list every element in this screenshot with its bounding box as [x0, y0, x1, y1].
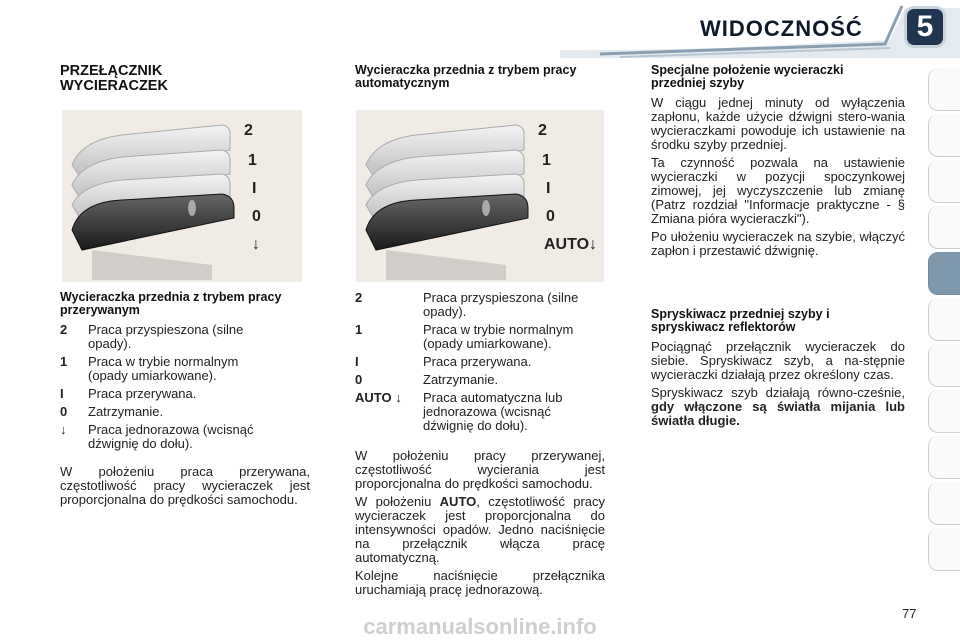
side-tab-active[interactable]: [928, 252, 960, 295]
wiper-stalk-illustration: [62, 110, 302, 282]
position-label-0: 0: [546, 208, 555, 225]
wiper-stalk-auto-figure: [356, 110, 604, 282]
section-heading: PRZEŁĄCZNIK WYCIERACZEK: [60, 63, 168, 94]
chapter-title: WIDOCZNOŚĆ: [700, 16, 863, 41]
side-tab[interactable]: [928, 206, 960, 249]
side-tab[interactable]: [928, 344, 960, 387]
position-label-1: 1: [248, 152, 257, 169]
position-label-2: 2: [244, 122, 253, 139]
column-2-text: [355, 291, 605, 597]
side-tab[interactable]: [928, 482, 960, 525]
list-item: 0 Zatrzymanie.: [60, 404, 164, 419]
column-2: [355, 64, 605, 90]
side-tab[interactable]: [928, 436, 960, 479]
list-item: I Praca przerywana.: [60, 386, 197, 401]
chapter-number-badge: 5: [907, 9, 943, 45]
position-label-1: 1: [542, 152, 551, 169]
list-item: I Praca przerywana.: [355, 354, 532, 369]
paragraph: W ciągu jednej minuty od wyłączenia zapłonu, każde użycie dźwigni stero-wania wycieraczkami powoduje ich ustawienie na środku szyby przedniej.: [651, 95, 905, 152]
column-1: [60, 64, 310, 94]
position-label-I: I: [252, 180, 257, 197]
side-tabs: [928, 68, 960, 574]
position-label-0: 0: [252, 208, 261, 225]
side-tab[interactable]: [928, 390, 960, 433]
paragraph-bold-end: Spryskiwacz szyb działają równo-cześnie, gdy włączone są światła mijania lub światła długie.: [651, 385, 905, 428]
wiper-stalk-figure: [62, 110, 302, 282]
paragraph: Kolejne naciśnięcie przełącznika uruchamiają pracę jednorazową.: [355, 568, 605, 597]
section-heading: Spryskiwacz przedniej szyby i spryskiwacz reflektorów: [651, 307, 830, 334]
position-label-auto: AUTO↓: [544, 236, 598, 253]
paragraph: Ta czynność pozwala na ustawienie wycieraczki w pozycji spoczynkowej zimowej, jej wyczyszczenie lub zmianę (Patrz rozdział "Informacje praktyczne - § Zmiana pióra wycieraczki").: [651, 155, 905, 226]
position-label-I: I: [546, 180, 551, 197]
list-item: 1 Praca w trybie normalnym (opady umiarkowane).: [60, 354, 239, 383]
position-label-down: ↓: [252, 236, 260, 253]
position-label-2: 2: [538, 122, 547, 139]
list-item: 2 Praca przyspieszona (silne opady).: [60, 322, 244, 351]
side-tab[interactable]: [928, 114, 960, 157]
page-header: [0, 0, 960, 58]
side-tab[interactable]: [928, 528, 960, 571]
side-tab[interactable]: [928, 68, 960, 111]
side-tab[interactable]: [928, 298, 960, 341]
list-item: 1 Praca w trybie normalnym (opady umiarkowane).: [355, 322, 574, 351]
wiper-stalk-auto-illustration: [356, 110, 604, 282]
column-3-washer: [651, 308, 905, 428]
paragraph: Pociągnąć przełącznik wycieraczek do siebie. Spryskiwacz szyb, a na-stępnie wycieraczki działają przez określony czas.: [651, 339, 905, 382]
list-item: AUTO ↓ Praca automatyczna lub jednorazowa (wcisnąć dźwignię do dołu).: [355, 390, 563, 433]
subheading: Wycieraczka przednia z trybem pracy przerywanym: [60, 290, 282, 317]
list-item: ↓ Praca jednorazowa (wcisnąć dźwignię do dołu).: [60, 422, 254, 451]
list-item: 2 Praca przyspieszona (silne opady).: [355, 290, 579, 319]
paragraph-auto: W położeniu AUTO, częstotliwość pracy wycieraczek jest proporcjonalna do intensywności opadów. Jedno naciśnięcie na przełącznik włącza pracę automatyczną.: [355, 494, 605, 565]
paragraph: Po ułożeniu wycieraczek na szybie, włączyć zapłon i przestawić dźwignię.: [651, 229, 905, 258]
side-tab[interactable]: [928, 160, 960, 203]
column-1-text: [60, 291, 310, 507]
section-heading: Wycieraczka przednia z trybem pracy automatycznym: [355, 63, 577, 90]
list-item: 0 Zatrzymanie.: [355, 372, 499, 387]
note-paragraph: W położeniu praca przerywana, częstotliwość pracy wycieraczek jest proporcjonalna do prędkości samochodu.: [60, 464, 310, 507]
column-3: [651, 64, 905, 258]
watermark: carmanualsonline.info: [363, 614, 597, 639]
page-number: 77: [902, 606, 917, 621]
paragraph: W położeniu pracy przerywanej, częstotliwość wycierania jest proporcjonalna do prędkości samochodu.: [355, 448, 605, 491]
section-heading: Specjalne położenie wycieraczki przedniej szyby: [651, 63, 844, 90]
